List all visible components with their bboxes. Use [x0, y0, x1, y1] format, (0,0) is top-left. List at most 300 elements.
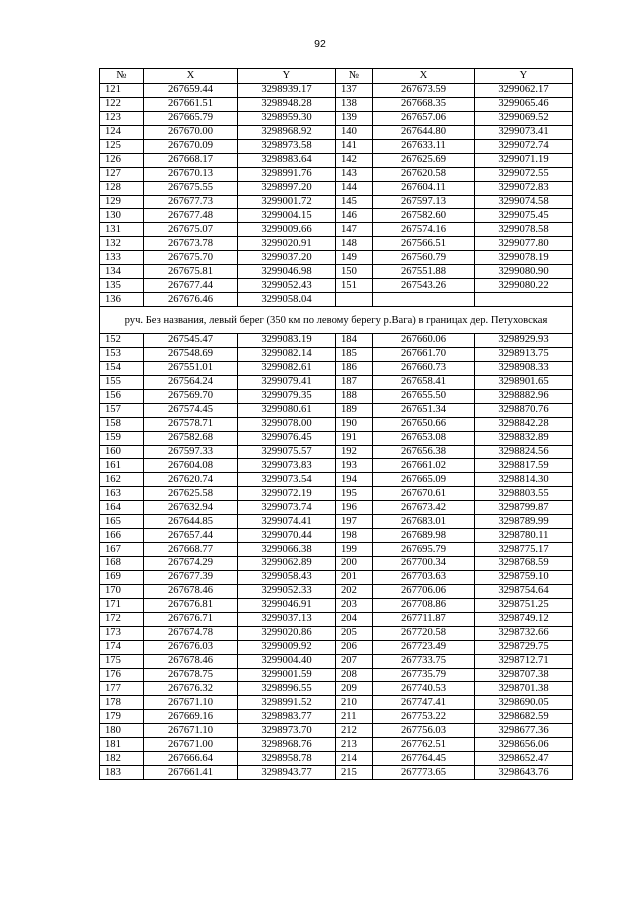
y-coordinate: 3299052.33 [238, 584, 336, 598]
x-coordinate: 267543.26 [373, 279, 475, 293]
x-coordinate: 267574.16 [373, 223, 475, 237]
column-header-y: Y [238, 69, 336, 84]
y-coordinate: 3299079.35 [238, 389, 336, 403]
x-coordinate: 267659.44 [144, 84, 238, 98]
x-coordinate: 267668.17 [144, 153, 238, 167]
x-coordinate: 267582.68 [144, 431, 238, 445]
x-coordinate: 267671.00 [144, 738, 238, 752]
x-coordinate: 267706.06 [373, 584, 475, 598]
x-coordinate: 267620.74 [144, 473, 238, 487]
y-coordinate: 3299079.41 [238, 375, 336, 389]
point-number: 185 [336, 347, 373, 361]
y-coordinate: 3298882.96 [475, 389, 573, 403]
x-coordinate: 267677.48 [144, 209, 238, 223]
table-row [100, 167, 573, 181]
table-row [100, 195, 573, 209]
table-row [100, 431, 573, 445]
y-coordinate: 3299072.74 [475, 139, 573, 153]
x-coordinate: 267551.88 [373, 265, 475, 279]
x-coordinate: 267670.61 [373, 487, 475, 501]
y-coordinate: 3298799.87 [475, 501, 573, 515]
point-number: 163 [100, 487, 144, 501]
point-number: 128 [100, 181, 144, 195]
point-number: 160 [100, 445, 144, 459]
point-number: 139 [336, 111, 373, 125]
y-coordinate: 3299009.66 [238, 223, 336, 237]
point-number: 193 [336, 459, 373, 473]
table-row [100, 473, 573, 487]
x-coordinate: 267604.08 [144, 459, 238, 473]
y-coordinate: 3298729.75 [475, 640, 573, 654]
y-coordinate: 3298780.11 [475, 529, 573, 543]
point-number: 151 [336, 279, 373, 293]
x-coordinate: 267669.16 [144, 710, 238, 724]
y-coordinate: 3298759.10 [475, 570, 573, 584]
table-row [100, 710, 573, 724]
column-header-number: № [336, 69, 373, 84]
x-coordinate: 267670.09 [144, 139, 238, 153]
x-coordinate: 267676.03 [144, 640, 238, 654]
y-coordinate: 3298958.78 [238, 752, 336, 766]
y-coordinate: 3299058.43 [238, 570, 336, 584]
y-coordinate: 3298775.17 [475, 543, 573, 557]
point-number: 198 [336, 529, 373, 543]
table-row [100, 724, 573, 738]
point-number [336, 293, 373, 307]
point-number: 205 [336, 626, 373, 640]
y-coordinate: 3298939.17 [238, 84, 336, 98]
table-row [100, 97, 573, 111]
x-coordinate: 267633.11 [373, 139, 475, 153]
y-coordinate: 3299072.55 [475, 167, 573, 181]
point-number: 134 [100, 265, 144, 279]
x-coordinate: 267674.29 [144, 557, 238, 571]
point-number: 168 [100, 557, 144, 571]
y-coordinate: 3298943.77 [238, 766, 336, 780]
table-row [100, 153, 573, 167]
x-coordinate: 267604.11 [373, 181, 475, 195]
x-coordinate: 267671.10 [144, 724, 238, 738]
table-row [100, 251, 573, 265]
x-coordinate: 267673.59 [373, 84, 475, 98]
table-row [100, 84, 573, 98]
x-coordinate: 267762.51 [373, 738, 475, 752]
point-number: 135 [100, 279, 144, 293]
column-header-x: X [373, 69, 475, 84]
x-coordinate: 267564.24 [144, 375, 238, 389]
y-coordinate: 3298732.66 [475, 626, 573, 640]
point-number: 121 [100, 84, 144, 98]
y-coordinate: 3298959.30 [238, 111, 336, 125]
point-number: 212 [336, 724, 373, 738]
column-header-x: X [144, 69, 238, 84]
y-coordinate: 3299071.19 [475, 153, 573, 167]
point-number: 194 [336, 473, 373, 487]
x-coordinate: 267677.73 [144, 195, 238, 209]
y-coordinate: 3299075.45 [475, 209, 573, 223]
y-coordinate: 3298803.55 [475, 487, 573, 501]
point-number: 129 [100, 195, 144, 209]
table-row [100, 375, 573, 389]
y-coordinate: 3299072.83 [475, 181, 573, 195]
point-number: 195 [336, 487, 373, 501]
y-coordinate: 3298991.76 [238, 167, 336, 181]
x-coordinate: 267676.81 [144, 598, 238, 612]
x-coordinate: 267656.38 [373, 445, 475, 459]
x-coordinate: 267708.86 [373, 598, 475, 612]
y-coordinate: 3298677.36 [475, 724, 573, 738]
x-coordinate: 267632.94 [144, 501, 238, 515]
point-number: 152 [100, 334, 144, 348]
x-coordinate: 267660.73 [373, 361, 475, 375]
x-coordinate: 267733.75 [373, 654, 475, 668]
point-number: 214 [336, 752, 373, 766]
x-coordinate [373, 293, 475, 307]
point-number: 197 [336, 515, 373, 529]
x-coordinate: 267753.22 [373, 710, 475, 724]
point-number: 178 [100, 696, 144, 710]
table-row [100, 209, 573, 223]
table-row [100, 487, 573, 501]
table-row [100, 626, 573, 640]
y-coordinate: 3299020.91 [238, 237, 336, 251]
point-number: 156 [100, 389, 144, 403]
y-coordinate: 3298973.70 [238, 724, 336, 738]
x-coordinate: 267773.65 [373, 766, 475, 780]
table-row [100, 668, 573, 682]
x-coordinate: 267740.53 [373, 682, 475, 696]
table-row [100, 417, 573, 431]
y-coordinate: 3299052.43 [238, 279, 336, 293]
table-row [100, 515, 573, 529]
point-number: 154 [100, 361, 144, 375]
table-row [100, 445, 573, 459]
point-number: 189 [336, 403, 373, 417]
point-number: 148 [336, 237, 373, 251]
point-number: 210 [336, 696, 373, 710]
x-coordinate: 267671.10 [144, 696, 238, 710]
table-row [100, 361, 573, 375]
point-number: 192 [336, 445, 373, 459]
table-row [100, 529, 573, 543]
point-number: 170 [100, 584, 144, 598]
point-number: 166 [100, 529, 144, 543]
point-number: 173 [100, 626, 144, 640]
y-coordinate: 3298701.38 [475, 682, 573, 696]
point-number: 165 [100, 515, 144, 529]
x-coordinate: 267597.33 [144, 445, 238, 459]
point-number: 206 [336, 640, 373, 654]
x-coordinate: 267756.03 [373, 724, 475, 738]
y-coordinate: 3298656.06 [475, 738, 573, 752]
table-row [100, 612, 573, 626]
y-coordinate: 3299076.45 [238, 431, 336, 445]
table-row [100, 111, 573, 125]
y-coordinate: 3299069.52 [475, 111, 573, 125]
point-number: 141 [336, 139, 373, 153]
x-coordinate: 267665.79 [144, 111, 238, 125]
point-number: 124 [100, 125, 144, 139]
x-coordinate: 267676.46 [144, 293, 238, 307]
point-number: 137 [336, 84, 373, 98]
x-coordinate: 267674.78 [144, 626, 238, 640]
x-coordinate: 267668.35 [373, 97, 475, 111]
table-row [100, 752, 573, 766]
point-number: 213 [336, 738, 373, 752]
point-number: 203 [336, 598, 373, 612]
point-number: 127 [100, 167, 144, 181]
x-coordinate: 267711.87 [373, 612, 475, 626]
y-coordinate: 3298690.05 [475, 696, 573, 710]
table-row [100, 598, 573, 612]
table-row [100, 293, 573, 307]
table-row [100, 279, 573, 293]
point-number: 136 [100, 293, 144, 307]
point-number: 158 [100, 417, 144, 431]
x-coordinate: 267678.46 [144, 654, 238, 668]
point-number: 131 [100, 223, 144, 237]
table-row [100, 640, 573, 654]
table-row [100, 265, 573, 279]
y-coordinate: 3298824.56 [475, 445, 573, 459]
point-number: 155 [100, 375, 144, 389]
x-coordinate: 267560.79 [373, 251, 475, 265]
table-row [100, 403, 573, 417]
point-number: 177 [100, 682, 144, 696]
point-number: 122 [100, 97, 144, 111]
y-coordinate: 3299075.57 [238, 445, 336, 459]
point-number: 138 [336, 97, 373, 111]
point-number: 140 [336, 125, 373, 139]
y-coordinate: 3298968.76 [238, 738, 336, 752]
point-number: 125 [100, 139, 144, 153]
point-number: 179 [100, 710, 144, 724]
table-row [100, 237, 573, 251]
section-title: руч. Без названия, левый берег (350 км по левому берегу р.Вага) в границах дер. Петуховская [100, 307, 573, 334]
x-coordinate: 267735.79 [373, 668, 475, 682]
y-coordinate: 3298991.52 [238, 696, 336, 710]
table-row [100, 125, 573, 139]
point-number: 169 [100, 570, 144, 584]
x-coordinate: 267661.51 [144, 97, 238, 111]
x-coordinate: 267660.06 [373, 334, 475, 348]
point-number: 167 [100, 543, 144, 557]
point-number: 153 [100, 347, 144, 361]
point-number: 142 [336, 153, 373, 167]
point-number: 123 [100, 111, 144, 125]
y-coordinate: 3299020.86 [238, 626, 336, 640]
x-coordinate: 267720.58 [373, 626, 475, 640]
x-coordinate: 267655.50 [373, 389, 475, 403]
table-row [100, 584, 573, 598]
table-row [100, 696, 573, 710]
y-coordinate: 3298751.25 [475, 598, 573, 612]
y-coordinate: 3298682.59 [475, 710, 573, 724]
y-coordinate: 3299065.46 [475, 97, 573, 111]
table-row [100, 766, 573, 780]
y-coordinate: 3299080.61 [238, 403, 336, 417]
x-coordinate: 267661.70 [373, 347, 475, 361]
x-coordinate: 267700.34 [373, 557, 475, 571]
y-coordinate: 3299062.89 [238, 557, 336, 571]
y-coordinate: 3299078.00 [238, 417, 336, 431]
column-header-number: № [100, 69, 144, 84]
y-coordinate: 3299083.19 [238, 334, 336, 348]
y-coordinate: 3298901.65 [475, 375, 573, 389]
point-number: 174 [100, 640, 144, 654]
point-number: 181 [100, 738, 144, 752]
coordinates-table [99, 68, 573, 780]
x-coordinate: 267653.08 [373, 431, 475, 445]
x-coordinate: 267676.32 [144, 682, 238, 696]
y-coordinate: 3299078.58 [475, 223, 573, 237]
y-coordinate: 3299077.80 [475, 237, 573, 251]
x-coordinate: 267620.58 [373, 167, 475, 181]
point-number: 184 [336, 334, 373, 348]
point-number: 188 [336, 389, 373, 403]
table-row [100, 570, 573, 584]
x-coordinate: 267625.58 [144, 487, 238, 501]
point-number: 196 [336, 501, 373, 515]
x-coordinate: 267703.63 [373, 570, 475, 584]
point-number: 176 [100, 668, 144, 682]
point-number: 150 [336, 265, 373, 279]
x-coordinate: 267723.49 [373, 640, 475, 654]
x-coordinate: 267650.66 [373, 417, 475, 431]
y-coordinate: 3299082.61 [238, 361, 336, 375]
x-coordinate: 267657.44 [144, 529, 238, 543]
x-coordinate: 267582.60 [373, 209, 475, 223]
table-row [100, 347, 573, 361]
y-coordinate: 3298789.99 [475, 515, 573, 529]
table-row [100, 139, 573, 153]
point-number: 132 [100, 237, 144, 251]
y-coordinate: 3299062.17 [475, 84, 573, 98]
y-coordinate: 3298908.33 [475, 361, 573, 375]
point-number: 207 [336, 654, 373, 668]
point-number: 187 [336, 375, 373, 389]
y-coordinate: 3298996.55 [238, 682, 336, 696]
point-number: 204 [336, 612, 373, 626]
y-coordinate: 3298973.58 [238, 139, 336, 153]
x-coordinate: 267658.41 [373, 375, 475, 389]
y-coordinate: 3299004.15 [238, 209, 336, 223]
y-coordinate: 3299004.40 [238, 654, 336, 668]
point-number: 190 [336, 417, 373, 431]
x-coordinate: 267597.13 [373, 195, 475, 209]
x-coordinate: 267695.79 [373, 543, 475, 557]
point-number: 149 [336, 251, 373, 265]
point-number: 133 [100, 251, 144, 265]
table-row [100, 557, 573, 571]
x-coordinate: 267548.69 [144, 347, 238, 361]
y-coordinate: 3299082.14 [238, 347, 336, 361]
table-row [100, 738, 573, 752]
table-row [100, 501, 573, 515]
x-coordinate: 267675.81 [144, 265, 238, 279]
point-number: 146 [336, 209, 373, 223]
table-row [100, 682, 573, 696]
y-coordinate: 3298968.92 [238, 125, 336, 139]
point-number: 180 [100, 724, 144, 738]
table-row [100, 389, 573, 403]
point-number: 130 [100, 209, 144, 223]
table-row [100, 543, 573, 557]
point-number: 172 [100, 612, 144, 626]
x-coordinate: 267670.13 [144, 167, 238, 181]
x-coordinate: 267651.34 [373, 403, 475, 417]
table-row [100, 181, 573, 195]
point-number: 191 [336, 431, 373, 445]
y-coordinate [475, 293, 573, 307]
table-header-row [100, 69, 573, 84]
y-coordinate: 3298754.64 [475, 584, 573, 598]
x-coordinate: 267574.45 [144, 403, 238, 417]
table-row [100, 654, 573, 668]
x-coordinate: 267644.80 [373, 125, 475, 139]
x-coordinate: 267764.45 [373, 752, 475, 766]
x-coordinate: 267578.71 [144, 417, 238, 431]
point-number: 161 [100, 459, 144, 473]
x-coordinate: 267569.70 [144, 389, 238, 403]
table-row [100, 459, 573, 473]
point-number: 171 [100, 598, 144, 612]
x-coordinate: 267673.78 [144, 237, 238, 251]
x-coordinate: 267689.98 [373, 529, 475, 543]
point-number: 157 [100, 403, 144, 417]
x-coordinate: 267665.09 [373, 473, 475, 487]
section-2-rows [100, 334, 573, 780]
y-coordinate: 3298707.38 [475, 668, 573, 682]
y-coordinate: 3299001.59 [238, 668, 336, 682]
point-number: 175 [100, 654, 144, 668]
y-coordinate: 3298817.59 [475, 459, 573, 473]
y-coordinate: 3299058.04 [238, 293, 336, 307]
page-number: 92 [314, 38, 326, 50]
point-number: 147 [336, 223, 373, 237]
point-number: 215 [336, 766, 373, 780]
point-number: 209 [336, 682, 373, 696]
table-row [100, 334, 573, 348]
x-coordinate: 267551.01 [144, 361, 238, 375]
column-header-y: Y [475, 69, 573, 84]
point-number: 200 [336, 557, 373, 571]
y-coordinate: 3299073.83 [238, 459, 336, 473]
point-number: 183 [100, 766, 144, 780]
y-coordinate: 3298712.71 [475, 654, 573, 668]
x-coordinate: 267644.85 [144, 515, 238, 529]
point-number: 126 [100, 153, 144, 167]
x-coordinate: 267668.77 [144, 543, 238, 557]
x-coordinate: 267675.55 [144, 181, 238, 195]
y-coordinate: 3299074.58 [475, 195, 573, 209]
y-coordinate: 3298768.59 [475, 557, 573, 571]
point-number: 208 [336, 668, 373, 682]
point-number: 164 [100, 501, 144, 515]
section-title-row [100, 307, 573, 334]
point-number: 199 [336, 543, 373, 557]
x-coordinate: 267545.47 [144, 334, 238, 348]
y-coordinate: 3298983.77 [238, 710, 336, 724]
y-coordinate: 3299009.92 [238, 640, 336, 654]
y-coordinate: 3298997.20 [238, 181, 336, 195]
x-coordinate: 267747.41 [373, 696, 475, 710]
x-coordinate: 267566.51 [373, 237, 475, 251]
y-coordinate: 3299073.41 [475, 125, 573, 139]
y-coordinate: 3299072.19 [238, 487, 336, 501]
y-coordinate: 3299074.41 [238, 515, 336, 529]
y-coordinate: 3299080.22 [475, 279, 573, 293]
